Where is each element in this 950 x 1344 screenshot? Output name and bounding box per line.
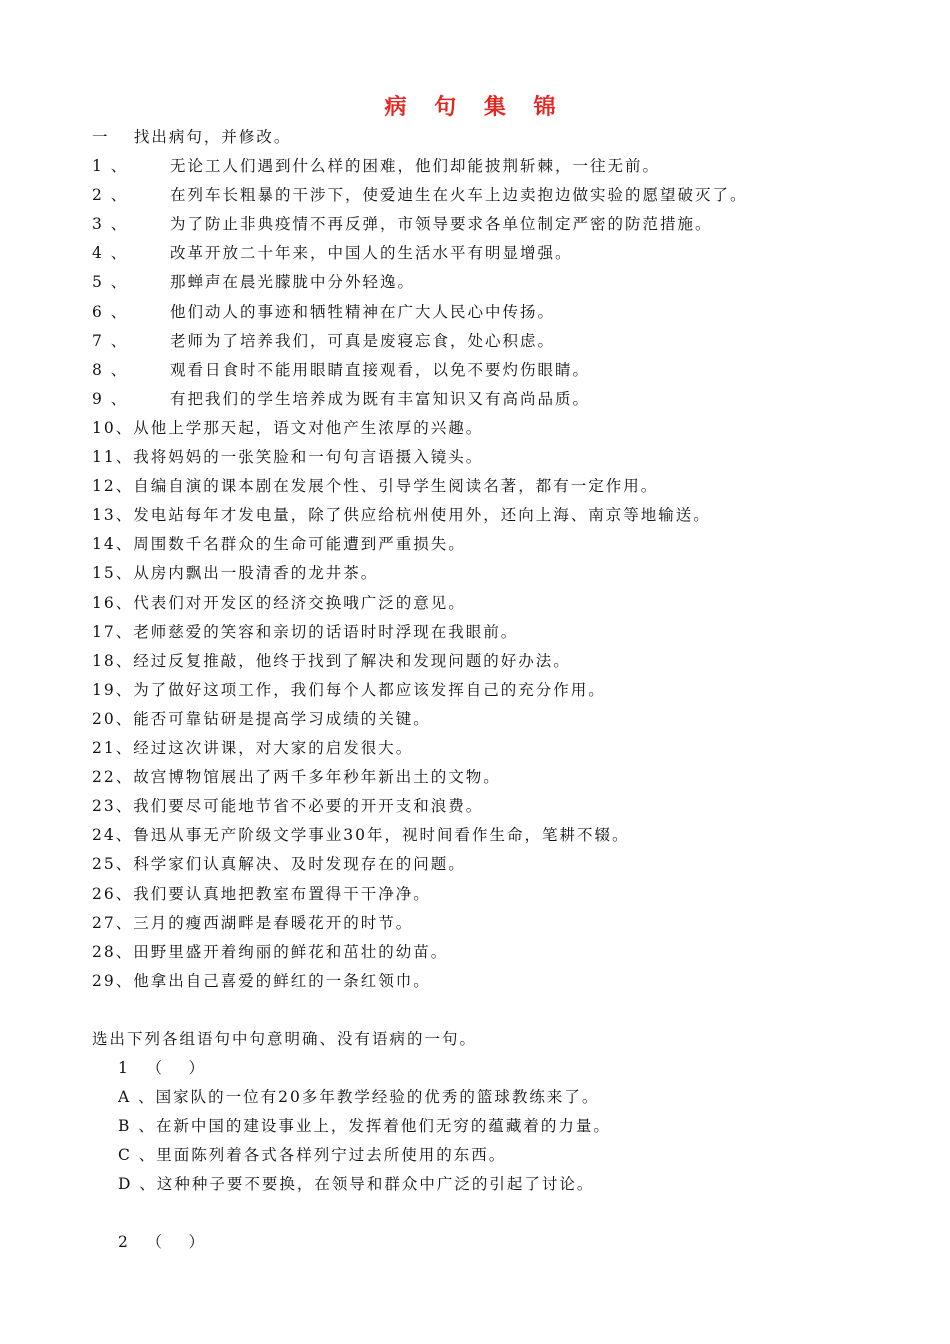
- sentence-item: [92, 707, 431, 729]
- question-2-label: 2 （ ）: [118, 1233, 206, 1251]
- sentence-number: 24、: [92, 826, 134, 845]
- sentence-number: 5 、: [92, 273, 129, 292]
- sentence-number: 29、: [92, 971, 134, 990]
- sentence-text: 自编自演的课本剧在发展个性、引导学生阅读名著，都有一定作用。: [133, 477, 659, 496]
- sentence-item: [92, 765, 501, 787]
- sentence-text: 能否可靠钻研是提高学习成绩的关键。: [133, 709, 431, 728]
- sentence-item: [92, 736, 413, 758]
- sentence-number: 17、: [92, 622, 134, 641]
- sentence-number: 15、: [92, 564, 134, 583]
- sentence-item: [92, 940, 448, 962]
- sentence-number: 11、: [92, 448, 134, 466]
- sentence-number: 27、: [92, 913, 134, 932]
- sentence-number: 10、: [92, 418, 134, 437]
- question-1-option-a: A 、国家队的一位有20多年教学经验的优秀的篮球教练来了。: [118, 1088, 600, 1106]
- sentence-text: 我将妈妈的一张笑脸和一句句言语摄入镜头。: [133, 448, 484, 466]
- sentence-number: 12、: [92, 477, 134, 496]
- sentence-item: [92, 183, 748, 205]
- sentence-number: 23、: [92, 797, 134, 816]
- sentence-item: [92, 561, 378, 583]
- section1-heading: 一 找出病句，并修改。: [92, 128, 292, 146]
- sentence-item: [92, 503, 711, 525]
- sentence-text: 老师为了培养我们，可真是废寝忘食，处心积虑。: [170, 331, 556, 350]
- sentence-number: 26、: [92, 884, 134, 903]
- sentence-item: [92, 358, 590, 380]
- sentence-item: [92, 911, 413, 933]
- sentence-number: 3 、: [92, 215, 129, 234]
- sentence-item: [92, 270, 415, 292]
- sentence-text: 发电站每年才发电量，除了供应给杭州使用外，还向上海、南京等地输送。: [133, 506, 711, 525]
- sentence-item: [92, 882, 431, 904]
- sentence-text: 故宫博物馆展出了两千多年秒年新出土的文物。: [133, 768, 501, 787]
- sentence-text: 周围数千名群众的生命可能遭到严重损失。: [133, 535, 466, 554]
- sentence-text: 观看日食时不能用眼睛直接观看，以免不要灼伤眼睛。: [170, 360, 591, 379]
- sentence-text: 那蝉声在晨光朦胧中分外轻逸。: [170, 273, 416, 292]
- sentence-item: [92, 678, 606, 700]
- sentence-item: [92, 649, 571, 671]
- question-1-option-d: D 、这种种子要不要换，在领导和群众中广泛的引起了讨论。: [118, 1175, 595, 1193]
- question-1-option-c: C 、里面陈列着各式各样列宁过去所使用的东西。: [118, 1146, 507, 1164]
- sentence-item: [92, 852, 466, 874]
- sentence-item: [92, 387, 590, 409]
- sentence-text: 为了防止非典疫情不再反弹，市领导要求各单位制定严密的防范措施。: [170, 215, 713, 234]
- sentence-number: 9 、: [92, 389, 129, 408]
- sentence-text: 他拿出自己喜爱的鲜红的一条红领巾。: [133, 971, 431, 990]
- sentence-item: [92, 445, 483, 467]
- sentence-number: 22、: [92, 768, 134, 787]
- sentence-item: [92, 329, 555, 351]
- sentence-text: 我们要尽可能地节省不必要的开开支和浪费。: [133, 797, 484, 816]
- sentence-item: [92, 620, 518, 642]
- sentence-text: 代表们对开发区的经济交换哦广泛的意见。: [133, 593, 466, 612]
- sentence-number: 19、: [92, 680, 134, 699]
- sentence-item: [92, 212, 713, 234]
- sentence-text: 三月的瘦西湖畔是春暖花开的时节。: [133, 913, 414, 932]
- page-title: 病 句 集 锦: [384, 94, 566, 120]
- sentence-item: [92, 591, 466, 613]
- sentence-item: [92, 794, 483, 816]
- sentence-text: 科学家们认真解决、及时发现存在的问题。: [133, 855, 466, 874]
- sentence-number: 25、: [92, 855, 134, 874]
- sentence-text: 他们动人的事迹和牺牲精神在广大人民心中传扬。: [170, 302, 556, 321]
- sentence-text: 有把我们的学生培养成为既有丰富知识又有高尚品质。: [170, 389, 591, 408]
- sentence-number: 20、: [92, 709, 134, 728]
- sentence-number: 7 、: [92, 331, 129, 350]
- sentence-item: [92, 154, 660, 176]
- sentence-number: 1 、: [92, 157, 129, 175]
- sentence-item: [92, 300, 555, 322]
- sentence-number: 16、: [92, 593, 134, 612]
- sentence-text: 无论工人们遇到什么样的困难，他们却能披荆斩棘，一往无前。: [170, 157, 661, 175]
- section2-heading: 选出下列各组语句中句意明确、没有语病的一句。: [92, 1030, 478, 1048]
- sentence-item: [92, 416, 483, 438]
- sentence-number: 6 、: [92, 302, 129, 321]
- question-1-option-b: B 、在新中国的建设事业上，发挥着他们无穷的蕴藏着的力量。: [118, 1117, 611, 1135]
- sentence-number: 4 、: [92, 244, 129, 263]
- question-1-label: 1 （ ）: [118, 1059, 206, 1077]
- sentence-text: 经过这次讲课，对大家的启发很大。: [133, 739, 414, 757]
- sentence-number: 21、: [92, 739, 134, 757]
- sentence-text: 鲁迅从事无产阶级文学事业30年，视时间看作生命，笔耕不辍。: [133, 826, 630, 845]
- sentence-text: 改革开放二十年来，中国人的生活水平有明显增强。: [170, 244, 573, 263]
- sentence-number: 8 、: [92, 360, 129, 379]
- sentence-text: 从房内飘出一股清香的龙井茶。: [133, 564, 379, 583]
- sentence-item: [92, 241, 573, 263]
- sentence-item: [92, 532, 466, 554]
- sentence-text: 我们要认真地把教室布置得干干净净。: [133, 884, 431, 903]
- sentence-text: 在列车长粗暴的干涉下，使爱迪生在火车上边卖抱边做实验的愿望破灭了。: [170, 186, 748, 205]
- sentence-item: [92, 969, 431, 991]
- sentence-text: 田野里盛开着绚丽的鲜花和茁壮的幼苗。: [133, 942, 449, 961]
- sentence-text: 从他上学那天起，语文对他产生浓厚的兴趣。: [133, 418, 484, 437]
- sentence-text: 为了做好这项工作，我们每个人都应该发挥自己的充分作用。: [133, 680, 606, 699]
- sentence-item: [92, 823, 629, 845]
- sentence-number: 28、: [92, 942, 134, 961]
- sentence-number: 18、: [92, 651, 134, 670]
- sentence-text: 老师慈爱的笑容和亲切的话语时时浮现在我眼前。: [133, 622, 519, 641]
- sentence-item: [92, 474, 658, 496]
- sentence-text: 经过反复推敲，他终于找到了解决和发现问题的好办法。: [133, 651, 571, 670]
- sentence-number: 2 、: [92, 186, 129, 205]
- sentence-number: 13、: [92, 506, 134, 525]
- sentence-number: 14、: [92, 535, 134, 554]
